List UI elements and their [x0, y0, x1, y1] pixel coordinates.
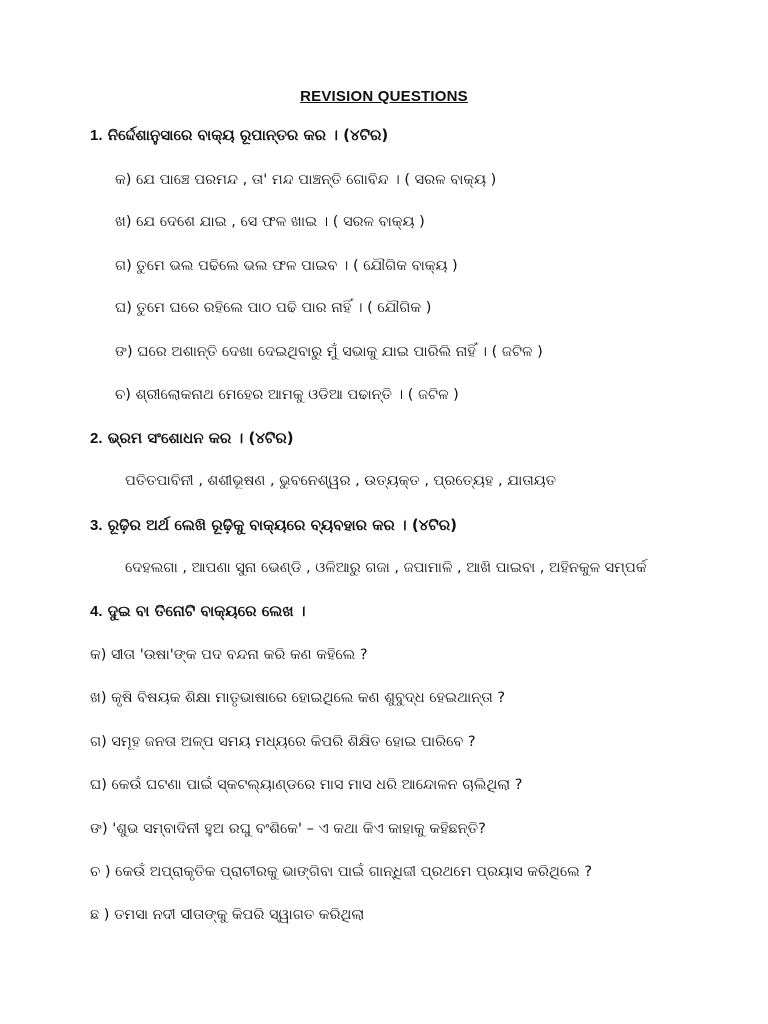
list-item: ଛ ) ତମସା ନଦୀ ସୀତାଙ୍କୁ କିପରି ସ୍ୱାଗତ କରିଥିଲା	[90, 907, 365, 923]
list-item: ଚ ) କେଉଁ ଅପ୍ରାକୃତିକ ପ୍ରାଚୀରକୁ ଭାଙ୍ଗିବା ପାଇଁ ଗାନ୍ଧିଜୀ ପ୍ରଥମେ ପ୍ରୟାସ କରିଥିଲେ ?	[90, 864, 593, 880]
list-item: ପତିତପାବିନୀ , ଶଶୀଭୂଷଣ , ଭୁବନେଶ୍ୱର , ଉତ୍ୟକ୍ତ , ପ୍ରତ୍ୟେହ , ଯାତାୟତ	[125, 473, 557, 489]
list-item: ଘ) କେଉଁ ଘଟଣା ପାଇଁ ସ୍କଟଲ୍ୟାଣ୍ଡରେ ମାସ ମାସ ଧରି ଆନ୍ଦୋଳନ ଚାଲିଥିଲା ?	[90, 777, 523, 793]
list-item: ଚ) ଶ୍ରୀଲୋକନାଥ ମେହେର ଆମକୁ ଓଡିଆ ପଢାନ୍ତି । ( ଜଟିଳ )	[115, 387, 459, 403]
section-heading-text: ଭ୍ରମ ସଂଶୋଧନ କର । (୪ଟିର)	[107, 429, 294, 447]
section-2-heading	[90, 428, 294, 449]
section-heading-text: ଦୁଇ ବା ତିନୋଟି ବାକ୍ୟରେ ଲେଖ ।	[107, 602, 306, 620]
document-title: REVISION QUESTIONS	[300, 88, 468, 105]
section-heading-text: ରୂଢ଼ିର ଅର୍ଥ ଲେଖି ରୂଢ଼ିକୁ ବାକ୍ୟରେ ବ୍ୟବହାର କର । (୪ଟିର)	[107, 516, 457, 534]
section-number: 4.	[90, 603, 103, 620]
list-item: ଘ) ତୁମେ ଘରେ ରହିଲେ ପାଠ ପଢି ପାର ନାହିଁ । ( ଯୌଗିକ )	[115, 300, 432, 316]
section-3-heading	[90, 515, 457, 536]
list-item: କ) ସୀତା 'ଉଷା'ଙ୍କ ପଦ ବନ୍ଦନା କରି କଣ କହିଲେ ?	[90, 647, 368, 663]
list-item: ଙ) ଘରେ ଅଶାନ୍ତି ଦେଖା ଦେଇଥିବାରୁ ମୁଁ ସଭାକୁ ଯାଇ ପାରିଲି ନାହିଁ । ( ଜଟିଳ )	[115, 344, 543, 360]
list-item: ଙ) 'ଶୁଭ ସମ୍ବାଦିନୀ ହୁଅ ରଘୁ ବଂଶିକେ' – ଏ କଥା କିଏ କାହାକୁ କହିଛନ୍ତି?	[90, 821, 486, 837]
section-4-heading	[90, 601, 306, 622]
list-item: କ) ଯେ ପାଞ୍ଚେ ପରମନ୍ଦ , ତା' ମନ୍ଦ ପାଞ୍ଚନ୍ତି ଗୋବିନ୍ଦ । ( ସରଳ ବାକ୍ୟ )	[115, 172, 497, 188]
section-number: 2.	[90, 430, 103, 447]
list-item: ଖ) ଯେ ଦେଶେ ଯାଇ , ସେ ଫଳ ଖାଇ । ( ସରଳ ବାକ୍ୟ )	[115, 214, 425, 230]
section-number: 3.	[90, 517, 103, 534]
section-1-heading	[90, 125, 388, 146]
section-heading-text: ନିର୍ଦ୍ଦେଶାନୁସାରେ ବାକ୍ୟ ରୂପାନ୍ତର କର । (୪ଟିର)	[107, 126, 389, 144]
list-item: ଦେହଲଗା , ଆପଣା ସୁନା ଭେଣ୍ଡି , ଓଳିଆରୁ ଗଜା , ଜପାମାଳି , ଆଖି ପାଇବା , ଅହିନକୁଳ ସମ୍ପର୍କ	[125, 560, 647, 576]
list-item: ଖ) କୃଷି ବିଷୟକ ଶିକ୍ଷା ମାତୃଭାଷାରେ ହୋଇଥିଲେ କଣ ଶୁବୁଦ୍ଧ ହେଇଥାନ୍ତା ?	[90, 690, 506, 706]
list-item: ଗ) ତୁମେ ଭଲ ପଢିଲେ ଭଲ ଫଳ ପାଇବ । ( ଯୌଗିକ ବାକ୍ୟ )	[115, 258, 458, 274]
section-number: 1.	[90, 127, 103, 144]
list-item: ଗ) ସମୂହ ଜନତା ଅଳ୍ପ ସମୟ ମଧ୍ୟରେ କିପରି ଶିକ୍ଷିତ ହୋଇ ପାରିବେ ?	[90, 734, 476, 750]
